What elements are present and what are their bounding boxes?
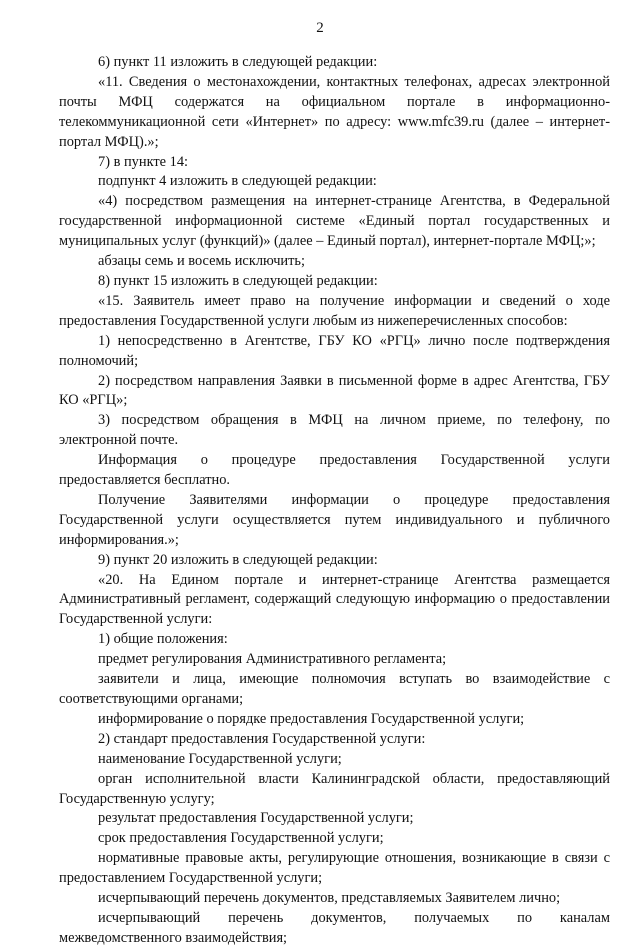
paragraph: «11. Сведения о местонахождении, контактных телефонах, адресах электронной почты МФЦ содержатся на официальном портале в информационно-телекоммуникационной сети «Интернет» по адресу: www.mfc39.ru (далее – интернет-портал МФЦ).»; [59,73,610,150]
paragraph: информирование о порядке предоставления Государственной услуги; [98,710,525,727]
paragraph: «20. На Едином портале и интернет-странице Агентства размещается Административный регламент, содержащий следующую информацию о предоставлении Государственной услуги: [59,571,610,628]
paragraph: абзацы семь и восемь исключить; [98,253,305,270]
paragraph: наименование Государственной услуги; [98,750,342,767]
paragraph: 9) пункт 20 изложить в следующей редакции: [98,551,378,568]
paragraph: 1) общие положения: [98,631,228,648]
paragraph: Получение Заявителями информации о процедуре предоставления Государственной услуги осуществляется путем индивидуального и публичного информирования.»; [59,491,610,548]
paragraph: 2) стандарт предоставления Государственной услуги: [98,730,426,747]
paragraph: Информация о процедуре предоставления Государственной услуги предоставляется бесплатно. [59,452,610,489]
paragraph: 7) в пункте 14: [98,153,189,170]
paragraph: заявители и лица, имеющие полномочия вступать во взаимодействие с соответствующими органами; [59,671,610,707]
paragraph: 2) посредством направления Заявки в письменной форме в адрес Агентства, ГБУ КО «РГЦ»; [59,372,610,409]
paragraph: срок предоставления Государственной услуги; [98,830,384,847]
paragraph: 3) посредством обращения в МФЦ на личном приеме, по телефону, по электронной почте. [59,412,610,449]
paragraph: нормативные правовые акты, регулирующие отношения, возникающие в связи с предоставлением Государственной услуги; [59,850,610,887]
paragraph: 6) пункт 11 изложить в следующей редакции: [98,54,378,70]
paragraph: предмет регулирования Административного регламента; [98,651,447,668]
document-body [59,53,610,949]
paragraph: «4) посредством размещения на интернет-странице Агентства, в Федеральной государственной информационной системе «Единый портал государственных и муниципальных услуг (функций)» (далее – Единый портал), интернет-портале МФЦ;»; [59,193,610,250]
page-number: 2 [316,20,324,36]
paragraph: исчерпывающий перечень документов, получаемых по каналам межведомственного взаимодействия; [59,909,610,946]
paragraph: 1) непосредственно в Агентстве, ГБУ КО «РГЦ» лично после подтверждения полномочий; [59,332,610,369]
paragraph: «15. Заявитель имеет право на получение информации и сведений о ходе предоставления Государственной услуги любым из нижеперечисленных способов: [59,292,610,329]
paragraph: исчерпывающий перечень документов, представляемых Заявителем лично; [98,890,561,907]
paragraph: подпункт 4 изложить в следующей редакции: [98,173,377,190]
paragraph: результат предоставления Государственной услуги; [98,810,414,827]
paragraph: 8) пункт 15 изложить в следующей редакции: [98,272,378,289]
paragraph: орган исполнительной власти Калининградской области, предоставляющий Государственную услугу; [59,770,610,807]
